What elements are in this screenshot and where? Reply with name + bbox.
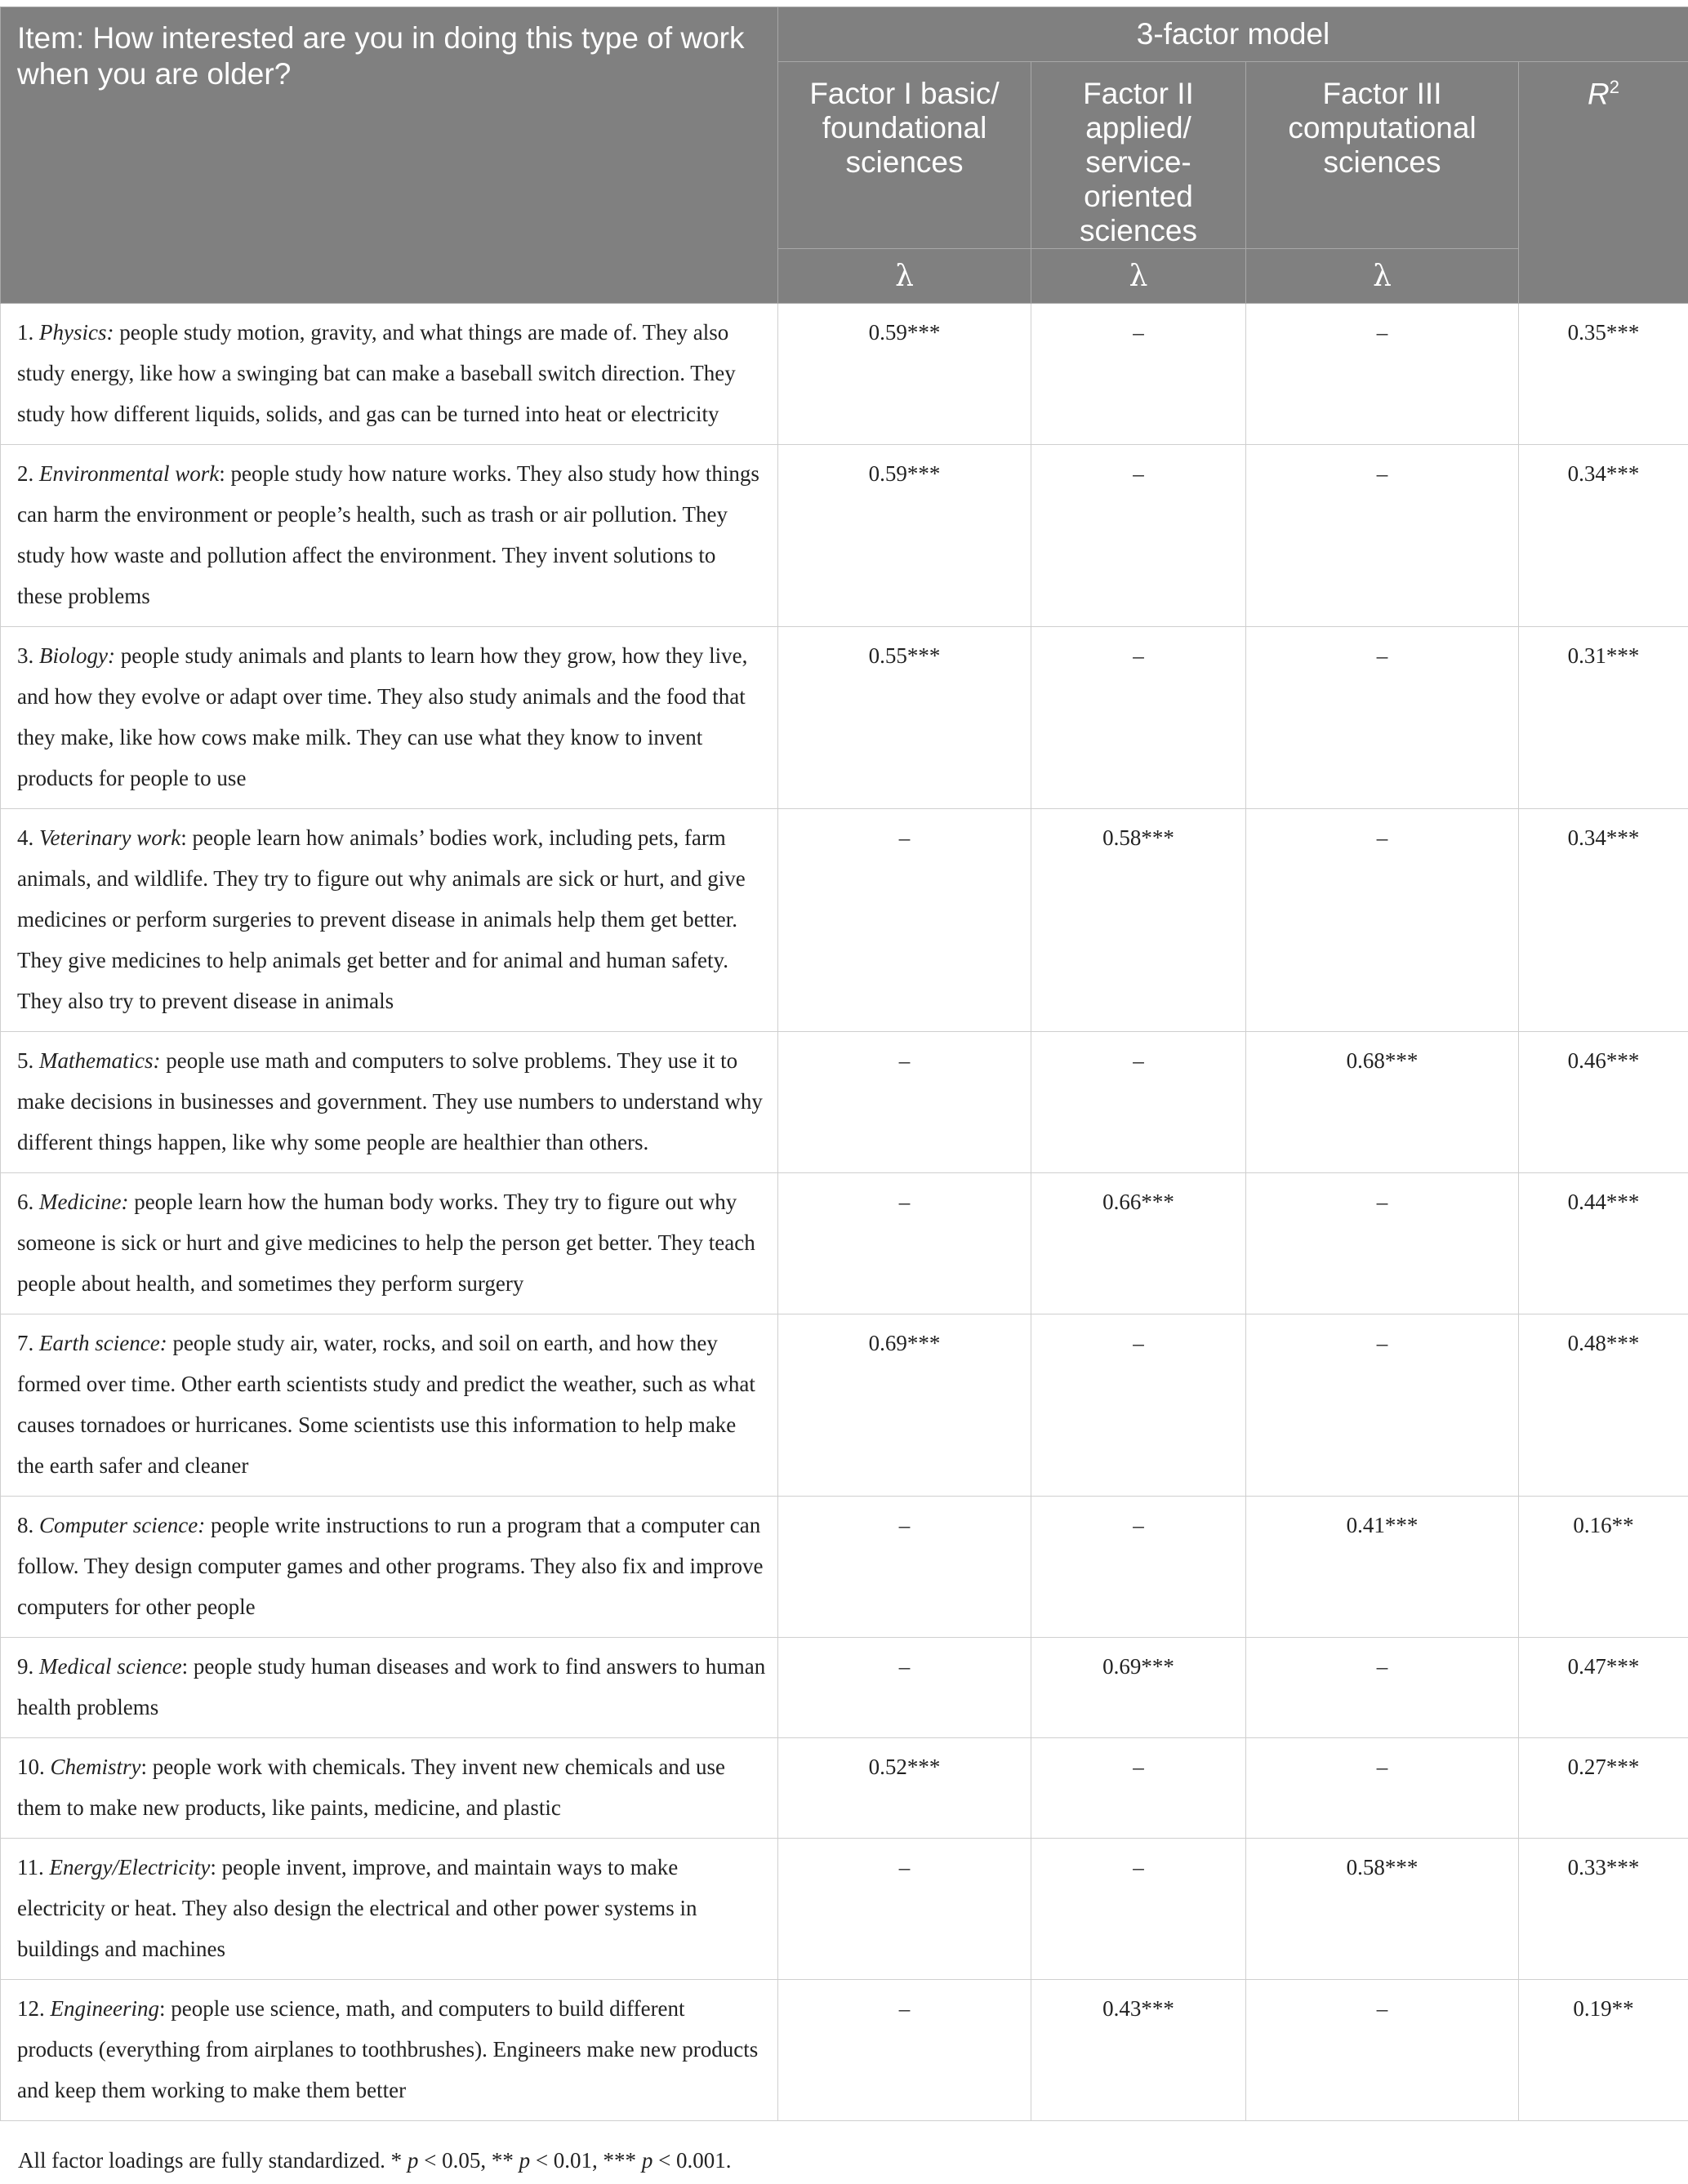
factor1-loading: – [778,1173,1031,1314]
item-term: Physics: [39,320,114,345]
footnote-p2: p [519,2148,531,2173]
lambda-header-3: λ [1246,249,1519,304]
item-number: 6. [17,1190,34,1214]
table-row [1,1032,1688,1173]
factor1-loading: – [778,1638,1031,1738]
r-squared-value: 0.46*** [1519,1032,1688,1173]
table-row [1,304,1688,445]
item-term: Engineering [50,1996,159,2021]
item-description: : people learn how animals’ bodies work, including pets, farm animals, and wildlife. They try to figure out why animals are sick or hurt, and give medicines or perform surgeries to prevent disease in animals help them get better. They give medicines to help animals get better and for animal and human safety. They also try to prevent disease in animals [17,825,746,1013]
factor1-loading: 0.59*** [778,445,1031,627]
item-number: 8. [17,1513,34,1537]
item-description: : people work with chemicals. They invent new chemicals and use them to make new products, like paints, medicine, and plastic [17,1755,726,1820]
factor2-loading: – [1031,627,1246,809]
item-description: people study motion, gravity, and what things are made of. They also study energy, like how a swinging bat can make a baseball switch direction. They study how different liquids, solids, and gas can be turned into heat or electricity [17,320,736,426]
r-squared-value: 0.47*** [1519,1638,1688,1738]
item-description-cell [1,1980,778,2121]
item-column-header: Item: How interested are you in doing this type of work when you are older? [1,7,778,304]
factor2-loading: 0.69*** [1031,1638,1246,1738]
item-description-cell [1,1173,778,1314]
item-description: people study animals and plants to learn how they grow, how they live, and how they evolve or adapt over time. They also study animals and the food that they make, like how cows make milk. They can use what they know to invent products for people to use [17,643,748,790]
factor2-loading: – [1031,1839,1246,1980]
r-squared-value: 0.48*** [1519,1314,1688,1497]
table-header [1,7,1688,304]
r-squared-value: 0.34*** [1519,445,1688,627]
item-number: 7. [17,1331,34,1355]
factor3-loading: – [1246,1980,1519,2121]
item-description-cell [1,1314,778,1497]
r-squared-value: 0.44*** [1519,1173,1688,1314]
lambda-header-2: λ [1031,249,1246,304]
factor1-loading: – [778,1032,1031,1173]
table-row [1,627,1688,809]
item-term: Mathematics: [39,1048,161,1073]
item-description-cell [1,445,778,627]
table-row [1,1497,1688,1638]
factor1-header: Factor I basic/ foundational sciences [778,62,1031,249]
item-description: people write instructions to run a program that a computer can follow. They design computer games and other programs. They also fix and improve computers for other people [17,1513,764,1619]
item-term: Chemistry [50,1755,141,1779]
lambda-header-1: λ [778,249,1031,304]
table-row [1,1980,1688,2121]
factor-loadings-table [0,7,1688,2121]
factor3-loading: 0.68*** [1246,1032,1519,1173]
item-description: : people use science, math, and computers to build different products (everything from airplanes to toothbrushes). Engineers make new products and keep them working to make them better [17,1996,759,2102]
factor2-loading: – [1031,1497,1246,1638]
item-description-cell [1,1497,778,1638]
factor1-loading: 0.69*** [778,1314,1031,1497]
table-row [1,809,1688,1032]
item-number: 3. [17,643,34,668]
item-number: 10. [17,1755,45,1779]
factor3-loading: – [1246,1738,1519,1839]
table-row [1,1638,1688,1738]
factor2-loading: – [1031,1738,1246,1839]
factor3-loading: – [1246,445,1519,627]
factor1-loading: – [778,1980,1031,2121]
footnote-t3: < 0.001. [652,2148,732,2173]
item-description-cell [1,1738,778,1839]
factor2-header: Factor II applied/ service-oriented sciences [1031,62,1246,249]
item-number: 2. [17,461,34,486]
factor2-loading: – [1031,1032,1246,1173]
r-squared-value: 0.19** [1519,1980,1688,2121]
factor3-loading: – [1246,1173,1519,1314]
footnote-lead: All factor loadings are fully standardized. * [18,2148,408,2173]
item-description-cell [1,627,778,809]
factor2-loading: 0.58*** [1031,809,1246,1032]
footnote-t2: < 0.01, *** [530,2148,642,2173]
item-description-cell [1,1638,778,1738]
item-description-cell [1,809,778,1032]
factor1-loading: 0.59*** [778,304,1031,445]
r-symbol: R [1588,77,1610,111]
table-footnote [18,2148,732,2173]
item-number: 11. [17,1855,44,1879]
factor3-loading: 0.41*** [1246,1497,1519,1638]
item-term: Computer science: [39,1513,206,1537]
factor2-loading: – [1031,445,1246,627]
table-row [1,1839,1688,1980]
factor1-loading: 0.55*** [778,627,1031,809]
footnote-t1: < 0.05, ** [418,2148,519,2173]
item-description: : people study how nature works. They also study how things can harm the environment or people’s health, such as trash or air pollution. They study how waste and pollution affect the environment. They invent solutions to these problems [17,461,759,608]
item-term: Biology: [39,643,115,668]
footnote-p1: p [407,2148,419,2173]
factor3-loading: – [1246,627,1519,809]
footnote-p3: p [641,2148,653,2173]
factor1-loading: – [778,1839,1031,1980]
item-term: Medical science [39,1654,182,1679]
item-description: : people study human diseases and work to find answers to human health problems [17,1654,766,1719]
factor3-loading: – [1246,1314,1519,1497]
r-squared-value: 0.16** [1519,1497,1688,1638]
factor3-loading: 0.58*** [1246,1839,1519,1980]
item-term: Environmental work [39,461,220,486]
item-description: : people invent, improve, and maintain ways to make electricity or heat. They also design the electrical and other power systems in buildings and machines [17,1855,697,1961]
model-header: 3-factor model [778,7,1688,62]
item-term: Medicine: [39,1190,129,1214]
factor2-loading: 0.66*** [1031,1173,1246,1314]
item-description: people learn how the human body works. They try to figure out why someone is sick or hurt and give medicines to help the person get better. They teach people about health, and sometimes they perform surgery [17,1190,755,1296]
factor2-loading: – [1031,1314,1246,1497]
table-row [1,1173,1688,1314]
factor2-loading: – [1031,304,1246,445]
item-number: 9. [17,1654,34,1679]
factor3-loading: – [1246,1638,1519,1738]
factor1-loading: – [778,809,1031,1032]
item-term: Veterinary work [39,825,181,850]
item-term: Energy/Electricity [49,1855,211,1879]
item-description: people use math and computers to solve problems. They use it to make decisions in businesses and government. They use numbers to understand why different things happen, like why some people are healthier than others. [17,1048,763,1154]
item-description: people study air, water, rocks, and soil on earth, and how they formed over time. Other earth scientists study and predict the weather, such as what causes tornadoes or hurricanes. Some scientists use this information to help make the earth safer and cleaner [17,1331,755,1478]
item-description-cell [1,1839,778,1980]
factor3-header: Factor III computational sciences [1246,62,1519,249]
table-row [1,1738,1688,1839]
item-number: 5. [17,1048,34,1073]
r-squared-value: 0.33*** [1519,1839,1688,1980]
r-squared-value: 0.31*** [1519,627,1688,809]
item-term: Earth science: [39,1331,167,1355]
r-squared-value: 0.27*** [1519,1738,1688,1839]
factor2-loading: 0.43*** [1031,1980,1246,2121]
factor3-loading: – [1246,304,1519,445]
r-squared-value: 0.35*** [1519,304,1688,445]
table-row [1,445,1688,627]
table-wrapper [0,7,1688,2121]
item-number: 1. [17,320,34,345]
item-description-cell [1,304,778,445]
r-squared-value: 0.34*** [1519,809,1688,1032]
r-squared-header [1519,62,1688,304]
item-description-cell [1,1032,778,1173]
factor1-loading: 0.52*** [778,1738,1031,1839]
item-number: 4. [17,825,34,850]
item-number: 12. [17,1996,45,2021]
r-superscript: 2 [1609,77,1619,97]
factor1-loading: – [778,1497,1031,1638]
table-row [1,1314,1688,1497]
table-body [1,304,1688,2121]
factor3-loading: – [1246,809,1519,1032]
